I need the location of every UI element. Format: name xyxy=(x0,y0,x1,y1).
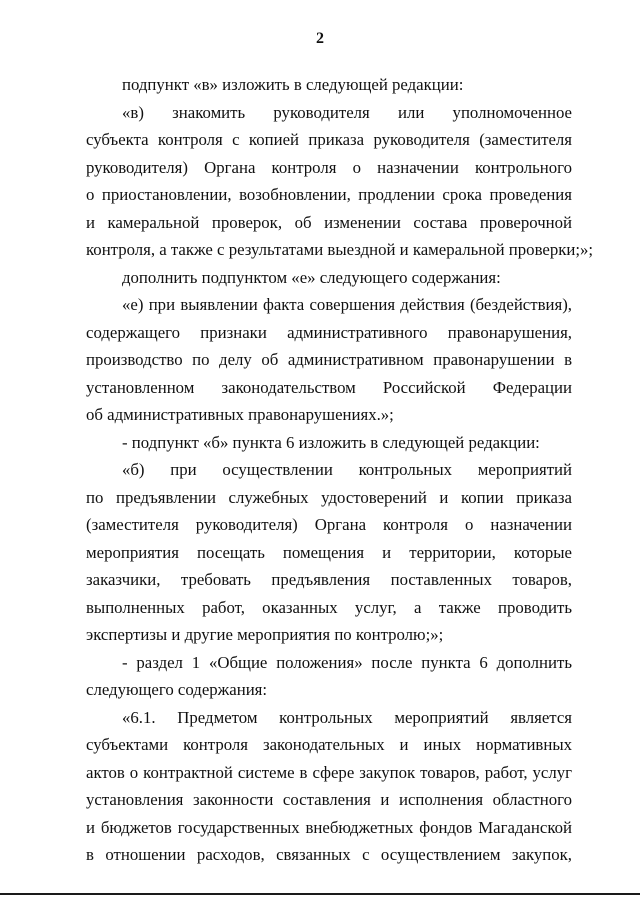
text-line: о приостановлении, возобновлении, продлении срока проведения xyxy=(86,185,572,204)
text-line: подпункт «в» изложить в следующей редакции: xyxy=(122,75,464,94)
text-line: «в) знакомить руководителя или уполномоченное xyxy=(122,102,572,122)
text-line: экспертизы и другие мероприятия по контролю;»; xyxy=(86,625,444,644)
text-line: «6.1. Предметом контрольных мероприятий является xyxy=(122,707,572,727)
text-line: в отношении расходов, связанных с осуществлением закупок, xyxy=(86,845,572,864)
text-line: актов о контрактной системе в сфере закупок товаров, работ, услуг xyxy=(86,762,572,782)
text-line: субъекта контроля с копией приказа руководителя (заместителя xyxy=(86,130,572,149)
text-line: контроля, а также с результатами выездной и камеральной проверки;»; xyxy=(86,240,594,259)
text-line: мероприятия посещать помещения и территории, которые xyxy=(86,542,572,562)
text-line: - подпункт «б» пункта 6 изложить в следующей редакции: xyxy=(122,432,540,452)
text-line: - раздел 1 «Общие положения» после пункта 6 дополнить xyxy=(122,652,572,672)
page-number: 2 xyxy=(316,30,324,47)
text-line: следующего содержания: xyxy=(86,680,268,699)
text-line: содержащего признаки административного правонарушения, xyxy=(86,322,572,342)
text-line: установленном законодательством Российской Федерации xyxy=(86,377,572,397)
text-line: производство по делу об административном правонарушении в xyxy=(86,350,572,369)
text-line: «б) при осуществлении контрольных мероприятий xyxy=(122,460,572,479)
text-line: заказчики, требовать предъявления поставленных товаров, xyxy=(86,570,572,589)
text-line: и камеральной проверок, об изменении состава проверочной xyxy=(86,212,572,232)
text-line: (заместителя руководителя) Органа контроля о назначении xyxy=(86,515,572,534)
document-body xyxy=(86,71,594,869)
text-line: установления законности составления и исполнения областного xyxy=(86,790,572,809)
text-line: руководителя) Органа контроля о назначении контрольного xyxy=(86,157,572,177)
page-bottom-rule xyxy=(0,893,640,895)
text-line: дополнить подпунктом «е» следующего содержания: xyxy=(122,267,501,287)
text-line: выполненных работ, оказанных услуг, а также проводить xyxy=(86,597,572,617)
text-line: субъектами контроля законодательных и иных нормативных xyxy=(86,735,572,754)
text-line: и бюджетов государственных внебюджетных фондов Магаданской xyxy=(86,817,572,837)
text-line: об административных правонарушениях.»; xyxy=(86,405,394,424)
text-line: «е) при выявлении факта совершения действия (бездействия), xyxy=(122,295,572,314)
text-line: по предъявлении служебных удостоверений и копии приказа xyxy=(86,487,572,507)
